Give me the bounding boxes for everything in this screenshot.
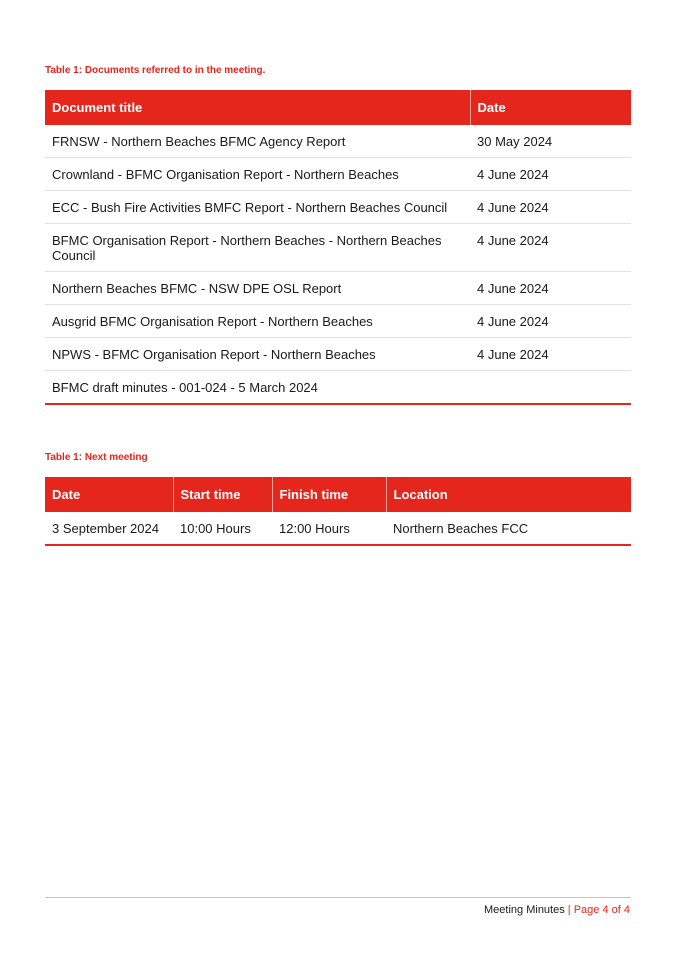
footer-divider [45,897,631,898]
document-title-cell: FRNSW - Northern Beaches BFMC Agency Report [45,125,470,158]
document-date-cell: 4 June 2024 [470,338,631,371]
next-meeting-table [45,477,631,546]
document-date-cell: 4 June 2024 [470,272,631,305]
document-title-cell: Crownland - BFMC Organisation Report - Northern Beaches [45,158,470,191]
document-title-cell: Northern Beaches BFMC - NSW DPE OSL Report [45,272,470,305]
table-row [45,305,631,338]
meeting-date-cell: 3 September 2024 [45,512,173,545]
footer-title: Meeting Minutes [484,904,565,916]
meeting-finish-time-cell: 12:00 Hours [272,512,386,545]
documents-table-caption: Table 1: Documents referred to in the meeting. [45,65,266,76]
table-row [45,272,631,305]
documents-table [45,90,631,405]
meeting-location-cell: Northern Beaches FCC [386,512,631,545]
document-title-cell: BFMC draft minutes - 001-024 - 5 March 2024 [45,371,470,405]
document-date-cell: 4 June 2024 [470,224,631,272]
document-date-cell: 4 June 2024 [470,158,631,191]
meeting-table-header [45,477,631,512]
document-date-cell [470,371,631,405]
page-number: Page 4 of 4 [573,904,630,916]
page-footer [484,904,630,916]
table-row [45,512,631,545]
table-row [45,224,631,272]
document-title-cell: ECC - Bush Fire Activities BMFC Report - Northern Beaches Council [45,191,470,224]
table-row [45,371,631,405]
document-title-cell: BFMC Organisation Report - Northern Beaches - Northern Beaches Council [45,224,470,272]
column-header-start-time: Start time [173,477,272,512]
document-date-cell: 4 June 2024 [470,191,631,224]
meeting-table-caption: Table 1: Next meeting [45,452,148,463]
document-date-cell: 4 June 2024 [470,305,631,338]
documents-table-header [45,90,631,125]
table-row [45,158,631,191]
document-date-cell: 30 May 2024 [470,125,631,158]
column-header-document-title: Document title [45,90,470,125]
meeting-start-time-cell: 10:00 Hours [173,512,272,545]
document-title-cell: Ausgrid BFMC Organisation Report - Northern Beaches [45,305,470,338]
column-header-date: Date [470,90,631,125]
table-row [45,338,631,371]
footer-separator: | [567,904,571,916]
column-header-date: Date [45,477,173,512]
table-row [45,125,631,158]
table-row [45,191,631,224]
document-title-cell: NPWS - BFMC Organisation Report - Northern Beaches [45,338,470,371]
column-header-location: Location [386,477,631,512]
column-header-finish-time: Finish time [272,477,386,512]
